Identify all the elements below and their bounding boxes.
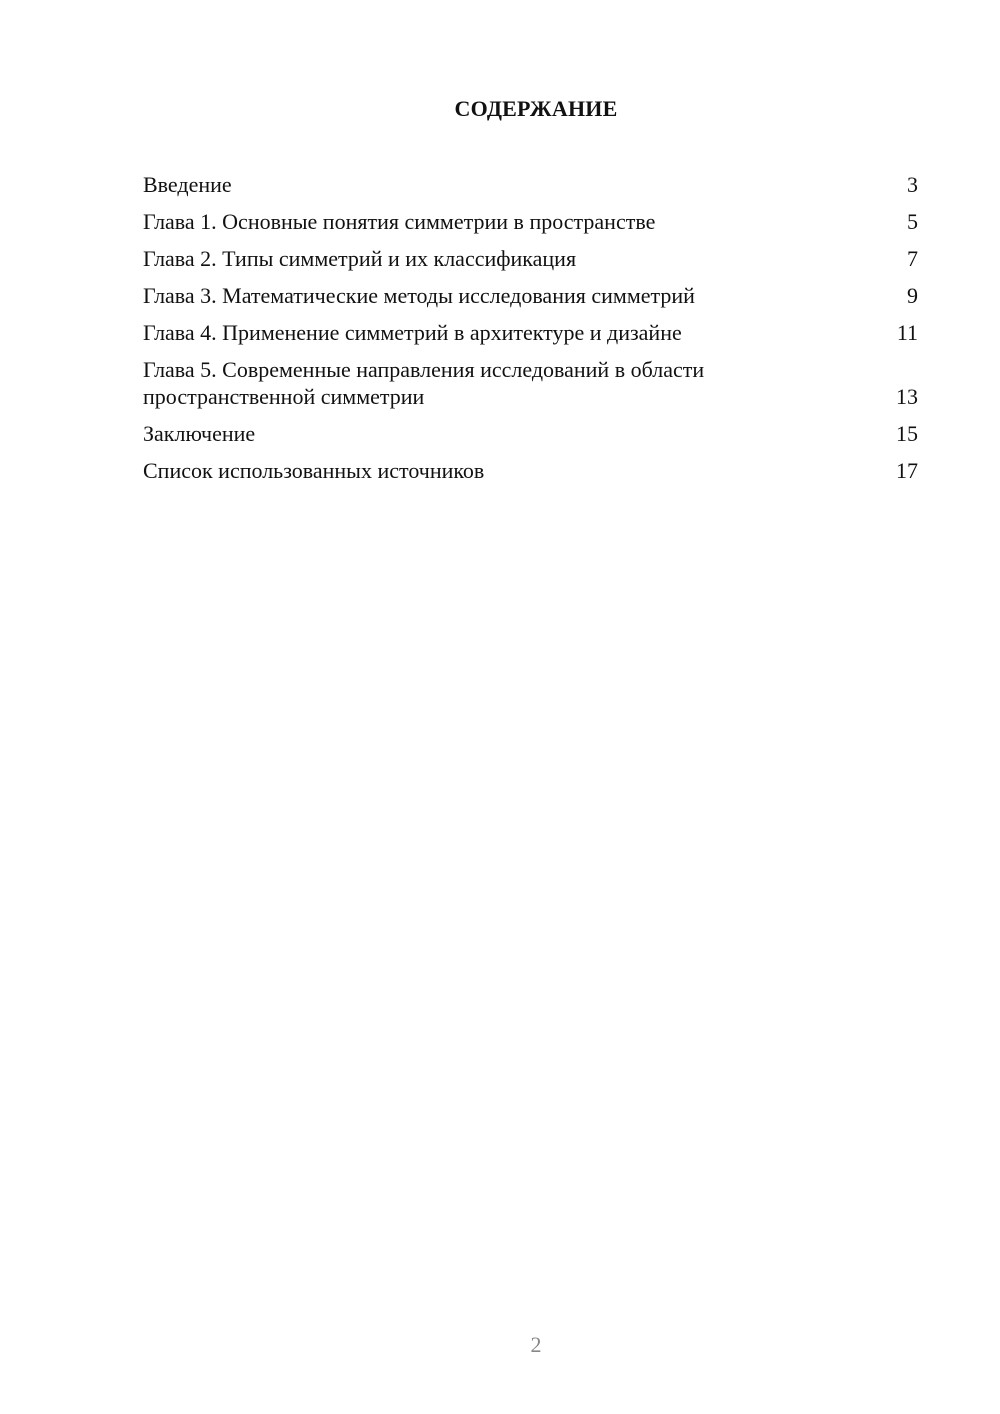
toc-entry-label: Глава 1. Основные понятия симметрии в пространстве [143,209,656,234]
toc-entry-chapter-1 [143,208,918,235]
toc-entry-chapter-5 [143,356,918,410]
toc-entry-label: Глава 2. Типы симметрий и их классификация [143,246,577,271]
toc-entry-label: Заключение [143,421,256,446]
toc-entry-chapter-2 [143,245,918,272]
toc-entry-chapter-3 [143,282,918,309]
toc-entry-label: Глава 3. Математические методы исследования симметрий [143,283,695,308]
toc-entry-introduction [143,171,918,198]
toc-entry-page: 11 [896,320,918,345]
page-number: 2 [530,1332,542,1357]
toc-entry-page: 7 [907,246,918,271]
toc-entry-page: 13 [896,384,918,409]
table-of-contents [143,171,918,494]
page-title: СОДЕРЖАНИЕ [454,96,618,121]
toc-entry-label: Глава 4. Применение симметрий в архитектуре и дизайне [143,320,682,345]
toc-entry-chapter-4 [143,319,918,346]
toc-entry-page: 3 [907,172,918,197]
toc-entry-page: 9 [907,283,918,308]
toc-entry-conclusion [143,420,918,447]
toc-entry-label: Список использованных источников [143,458,485,483]
toc-entry-label: Введение [143,172,232,197]
toc-entry-references [143,457,918,484]
toc-entry-page: 15 [896,421,918,446]
toc-entry-page: 17 [896,458,918,483]
toc-entry-label: Глава 5. Современные направления исследований в области пространственной симметрии [143,357,705,409]
toc-entry-page: 5 [907,209,918,234]
